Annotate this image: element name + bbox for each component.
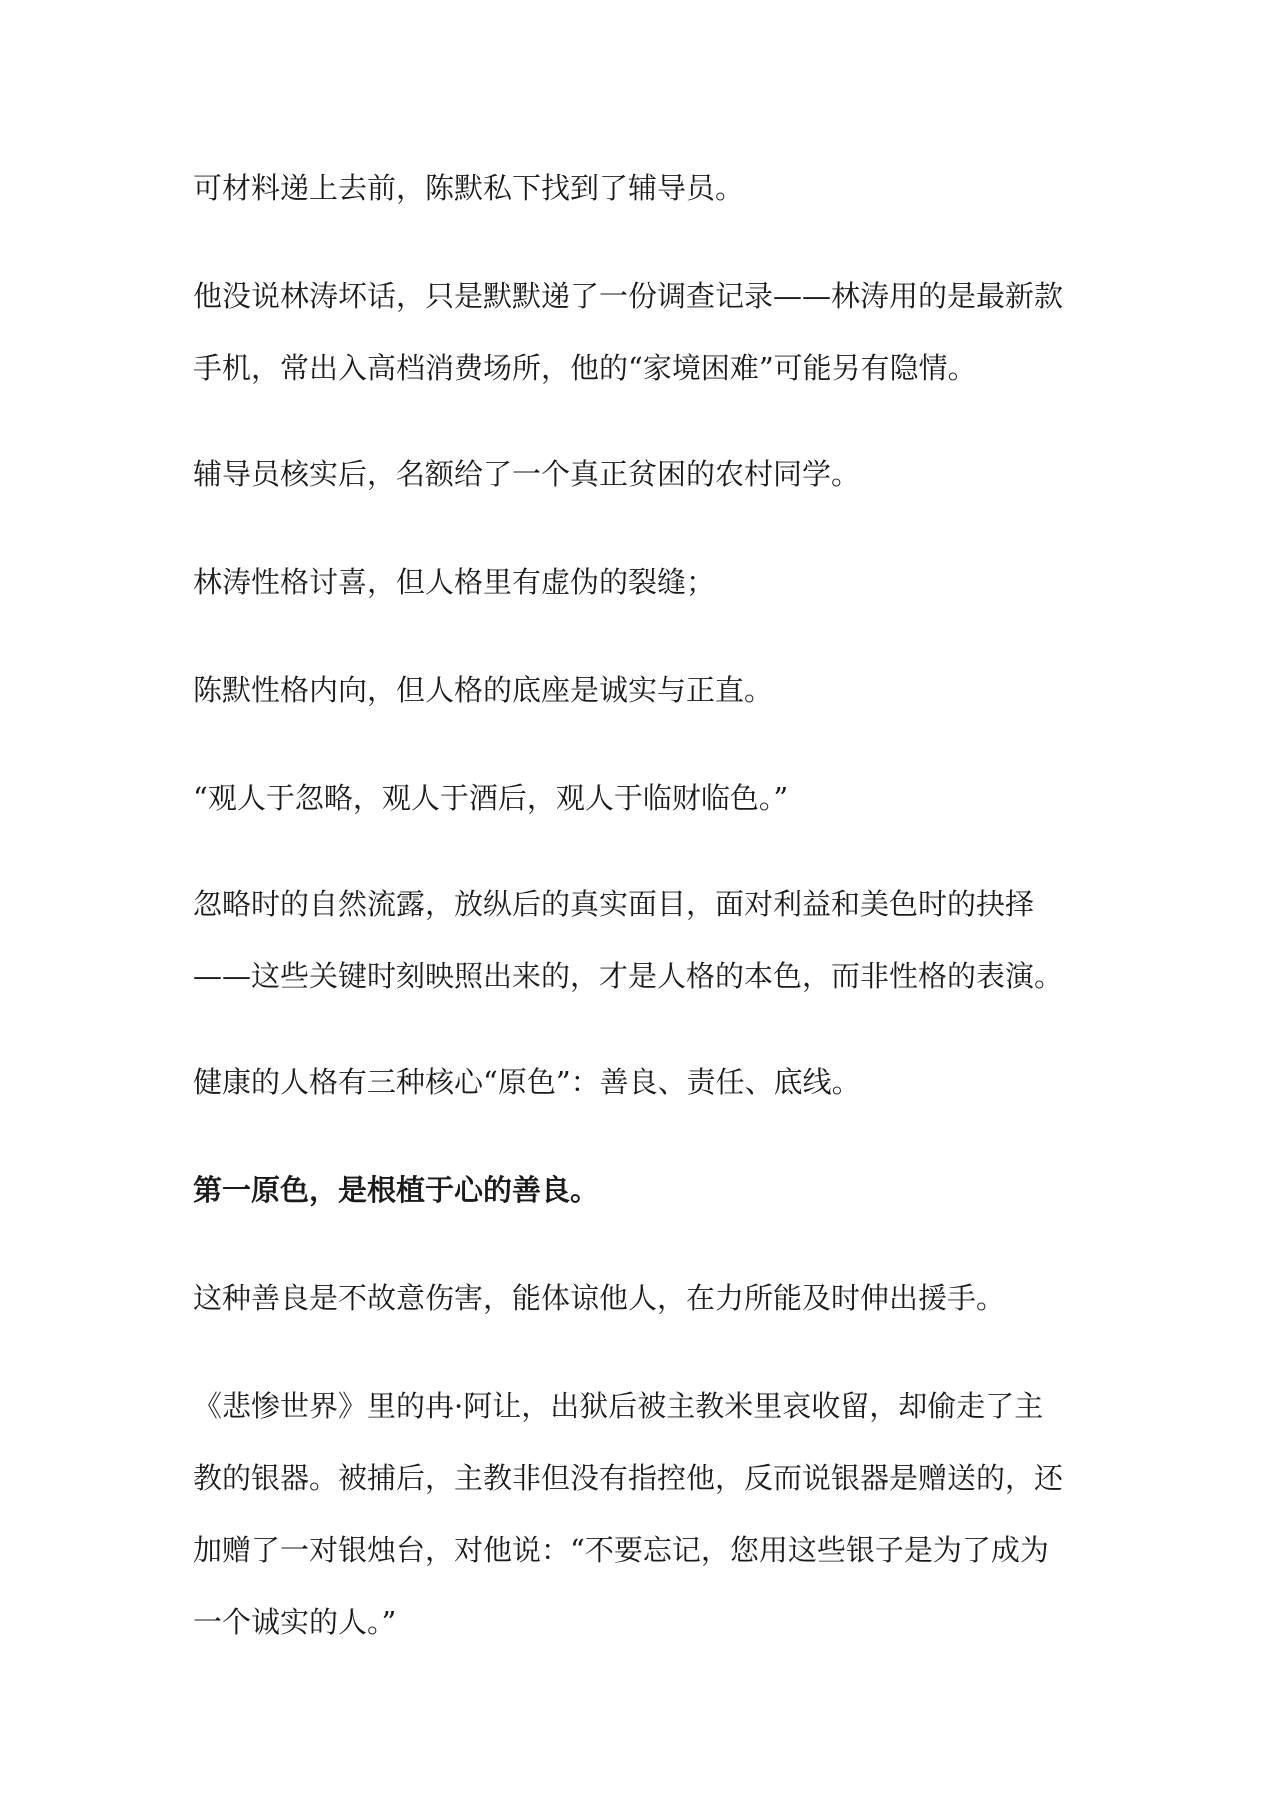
paragraph-line: 忽略时的自然流露，放纵后的真实面目，面对利益和美色时的抉择: [193, 887, 1035, 921]
paragraph-line: 辅导员核实后，名额给了一个真正贫困的农村同学。: [193, 457, 861, 491]
paragraph: [193, 762, 1083, 834]
paragraph-line: 健康的人格有三种核心“原色”：善良、责任、底线。: [193, 1065, 861, 1099]
paragraph: [193, 546, 1083, 618]
paragraph: [193, 1262, 1083, 1334]
paragraph-line: 林涛性格讨喜，但人格里有虚伪的裂缝；: [193, 565, 716, 599]
paragraph-line: 手机，常出入高档消费场所，他的“家境困难”可能另有隐情。: [193, 351, 977, 385]
paragraph: [193, 654, 1083, 726]
paragraph: [193, 1370, 1083, 1658]
paragraph: [193, 1046, 1083, 1118]
paragraph-line: 加赠了一对银烛台，对他说：“不要忘记，您用这些银子是为了成为: [193, 1533, 1049, 1567]
section-heading: [193, 1154, 1083, 1226]
paragraph-line: “观人于忽略，观人于酒后，观人于临财临色。”: [193, 781, 789, 815]
paragraph-line: 可材料递上去前，陈默私下找到了辅导员。: [193, 171, 745, 205]
paragraph-line: 他没说林涛坏话，只是默默递了一份调查记录——林涛用的是最新款: [193, 279, 1064, 313]
paragraph-line: 《悲惨世界》里的冉·阿让，出狱后被主教米里哀收留，却偷走了主: [193, 1389, 1044, 1423]
paragraph-line: ——这些关键时刻映照出来的，才是人格的本色，而非性格的表演。: [193, 959, 1064, 993]
paragraph: [193, 868, 1083, 1012]
paragraph-line: 陈默性格内向，但人格的底座是诚实与正直。: [193, 673, 774, 707]
paragraph-line: 教的银器。被捕后，主教非但没有指控他，反而说银器是赠送的，还: [193, 1461, 1064, 1495]
paragraph: [193, 260, 1083, 404]
paragraph-line: 这种善良是不故意伤害，能体谅他人，在力所能及时伸出援手。: [193, 1281, 1006, 1315]
section-heading-line: 第一原色，是根植于心的善良。: [193, 1173, 600, 1207]
paragraph: [193, 438, 1083, 510]
paragraph: [193, 152, 1083, 224]
paragraph-line: 一个诚实的人。”: [193, 1605, 397, 1639]
